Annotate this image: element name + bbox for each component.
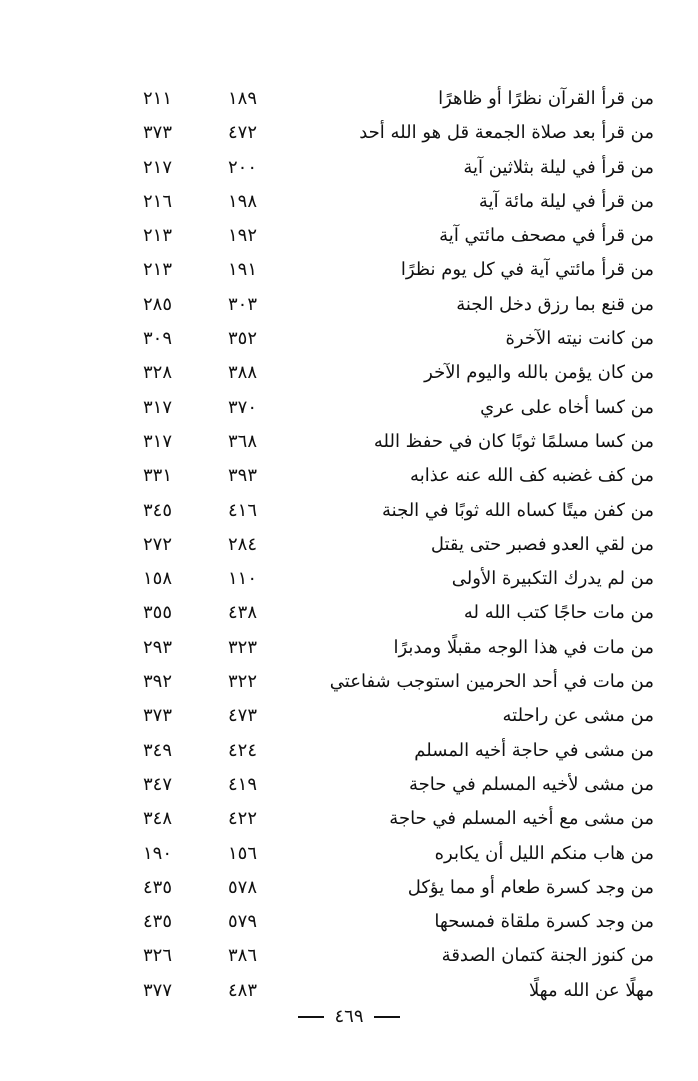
index-row — [0, 974, 698, 1008]
entry-number-primary: ٤١٦ — [228, 499, 258, 521]
index-row — [0, 631, 698, 665]
index-row — [0, 802, 698, 836]
page-number: ٤٦٩ — [334, 1006, 364, 1027]
entry-number-secondary: ٣٤٥ — [143, 499, 173, 521]
entry-number-primary: ٥٧٨ — [228, 876, 258, 898]
entry-title: من وجد كسرة طعام أو مما يؤكل — [407, 876, 654, 898]
footer-dash-left — [298, 1016, 324, 1018]
entry-title: من مات في أحد الحرمين استوجب شفاعتي — [329, 671, 654, 693]
entry-number-secondary: ٣٩٢ — [143, 671, 173, 693]
entry-number-primary: ٤٣٨ — [228, 602, 258, 624]
index-row — [0, 253, 698, 287]
entry-number-primary: ٣٢٢ — [228, 671, 258, 693]
entry-number-secondary: ٣١٧ — [143, 430, 173, 452]
entry-title: من قرأ في ليلة مائة آية — [478, 190, 654, 212]
entry-title: من قرأ في ليلة بثلاثين آية — [463, 156, 654, 178]
entry-title: من لم يدرك التكبيرة الأولى — [451, 568, 654, 590]
entry-number-secondary: ٢١١ — [143, 88, 173, 109]
index-row — [0, 734, 698, 768]
entry-number-primary: ٢٨٤ — [228, 533, 258, 555]
entry-number-primary: ١٩٨ — [228, 190, 258, 212]
entry-number-secondary: ١٩٠ — [143, 842, 173, 864]
entry-number-primary: ١٥٦ — [228, 842, 258, 864]
entry-title: من وجد كسرة ملقاة فمسحها — [434, 911, 654, 933]
entry-number-primary: ٤٧٢ — [228, 122, 258, 144]
index-row — [0, 665, 698, 699]
index-row — [0, 768, 698, 802]
entry-number-secondary: ١٥٨ — [143, 568, 173, 590]
entry-title: من مشى في حاجة أخيه المسلم — [414, 739, 654, 761]
index-row — [0, 356, 698, 390]
index-row — [0, 459, 698, 493]
entry-number-secondary: ٣١٧ — [143, 396, 173, 418]
entry-title: من كفن ميتًا كساه الله ثوبًا في الجنة — [382, 499, 654, 521]
entry-number-primary: ٢٠٠ — [228, 156, 258, 178]
entry-number-secondary: ٢١٧ — [143, 156, 173, 178]
entry-number-secondary: ٣٠٩ — [143, 328, 173, 350]
entry-number-secondary: ٢٨٥ — [143, 293, 173, 315]
entry-number-primary: ٣٢٣ — [228, 636, 258, 658]
entry-number-secondary: ٢٩٣ — [143, 636, 173, 658]
entry-number-primary: ٥٧٩ — [228, 911, 258, 933]
page-footer — [0, 1006, 698, 1027]
index-row — [0, 288, 698, 322]
entry-number-secondary: ٢١٣ — [143, 225, 173, 247]
index-row — [0, 116, 698, 150]
entry-number-primary: ٣٥٢ — [228, 328, 258, 350]
entry-number-primary: ٤٢٢ — [228, 808, 258, 830]
entry-title: من مشى عن راحلته — [502, 705, 654, 727]
entry-number-primary: ٣٨٨ — [228, 362, 258, 384]
entry-number-primary: ١٩١ — [228, 259, 258, 281]
entry-title: من قرأ في مصحف مائتي آية — [439, 225, 654, 247]
index-row — [0, 151, 698, 185]
entry-title: من كف غضبه كف الله عنه عذابه — [410, 465, 654, 487]
entry-title: من قرأ مائتي آية في كل يوم نظرًا — [400, 259, 654, 281]
index-row — [0, 596, 698, 630]
index-row — [0, 322, 698, 356]
entry-title: مهلًا عن الله مهلًا — [528, 979, 654, 1001]
entry-title: من هاب منكم الليل أن يكابره — [434, 842, 654, 864]
entry-number-secondary: ٣٣١ — [143, 465, 173, 487]
index-row — [0, 939, 698, 973]
index-row — [0, 837, 698, 871]
entry-title: من لقي العدو فصبر حتى يقتل — [430, 533, 654, 555]
entry-number-secondary: ٤٣٥ — [143, 911, 173, 933]
entry-number-secondary: ٣٧٣ — [143, 122, 173, 144]
entry-title: من كنوز الجنة كتمان الصدقة — [441, 945, 654, 967]
entry-title: من كسا أخاه على عري — [480, 396, 654, 418]
entry-number-primary: ١٩٢ — [228, 225, 258, 247]
entry-number-primary: ٣٦٨ — [228, 430, 258, 452]
entry-title: من قرأ بعد صلاة الجمعة قل هو الله أحد — [359, 122, 654, 144]
index-row — [0, 699, 698, 733]
entry-number-secondary: ٣٤٧ — [143, 773, 173, 795]
entry-number-primary: ٣٠٣ — [228, 293, 258, 315]
entry-title: من قرأ القرآن نظرًا أو ظاهرًا — [438, 88, 654, 109]
entry-number-secondary: ٣٧٧ — [143, 979, 173, 1001]
entry-title: من مشى مع أخيه المسلم في حاجة — [389, 808, 654, 830]
index-row — [0, 494, 698, 528]
entry-title: من مات حاجًا كتب الله له — [463, 602, 654, 624]
entry-number-primary: ١١٠ — [228, 568, 258, 590]
entry-number-primary: ٣٧٠ — [228, 396, 258, 418]
entry-title: من كان يؤمن بالله واليوم الآخر — [424, 362, 654, 384]
index-row — [0, 528, 698, 562]
entry-title: من كانت نيته الآخرة — [505, 328, 654, 350]
entry-number-secondary: ٢٧٢ — [143, 533, 173, 555]
index-row — [0, 185, 698, 219]
entry-number-primary: ٤٨٣ — [228, 979, 258, 1001]
index-row — [0, 562, 698, 596]
entry-title: من مات في هذا الوجه مقبلًا ومدبرًا — [393, 636, 654, 658]
index-row — [0, 391, 698, 425]
entry-number-secondary: ٣٥٥ — [143, 602, 173, 624]
index-row — [0, 219, 698, 253]
footer-dash-right — [374, 1016, 400, 1018]
entry-number-primary: ٣٩٣ — [228, 465, 258, 487]
index-row — [0, 871, 698, 905]
entry-number-primary: ٤٢٤ — [228, 739, 258, 761]
entry-number-secondary: ٣٢٨ — [143, 362, 173, 384]
entry-number-primary: ٤٧٣ — [228, 705, 258, 727]
entry-number-primary: ١٨٩ — [228, 88, 258, 109]
entry-number-primary: ٤١٩ — [228, 773, 258, 795]
entry-number-secondary: ٣٧٣ — [143, 705, 173, 727]
entry-number-secondary: ٣٤٨ — [143, 808, 173, 830]
entry-number-secondary: ٤٣٥ — [143, 876, 173, 898]
entry-number-secondary: ٢١٣ — [143, 259, 173, 281]
index-row — [0, 82, 698, 116]
entry-title: من قنع بما رزق دخل الجنة — [456, 293, 654, 315]
entry-number-primary: ٣٨٦ — [228, 945, 258, 967]
entry-title: من مشى لأخيه المسلم في حاجة — [408, 773, 654, 795]
index-row — [0, 425, 698, 459]
entry-title: من كسا مسلمًا ثوبًا كان في حفظ الله — [373, 430, 654, 452]
index-list — [0, 82, 698, 1008]
entry-number-secondary: ٣٤٩ — [143, 739, 173, 761]
entry-number-secondary: ٢١٦ — [143, 190, 173, 212]
index-row — [0, 905, 698, 939]
entry-number-secondary: ٣٢٦ — [143, 945, 173, 967]
